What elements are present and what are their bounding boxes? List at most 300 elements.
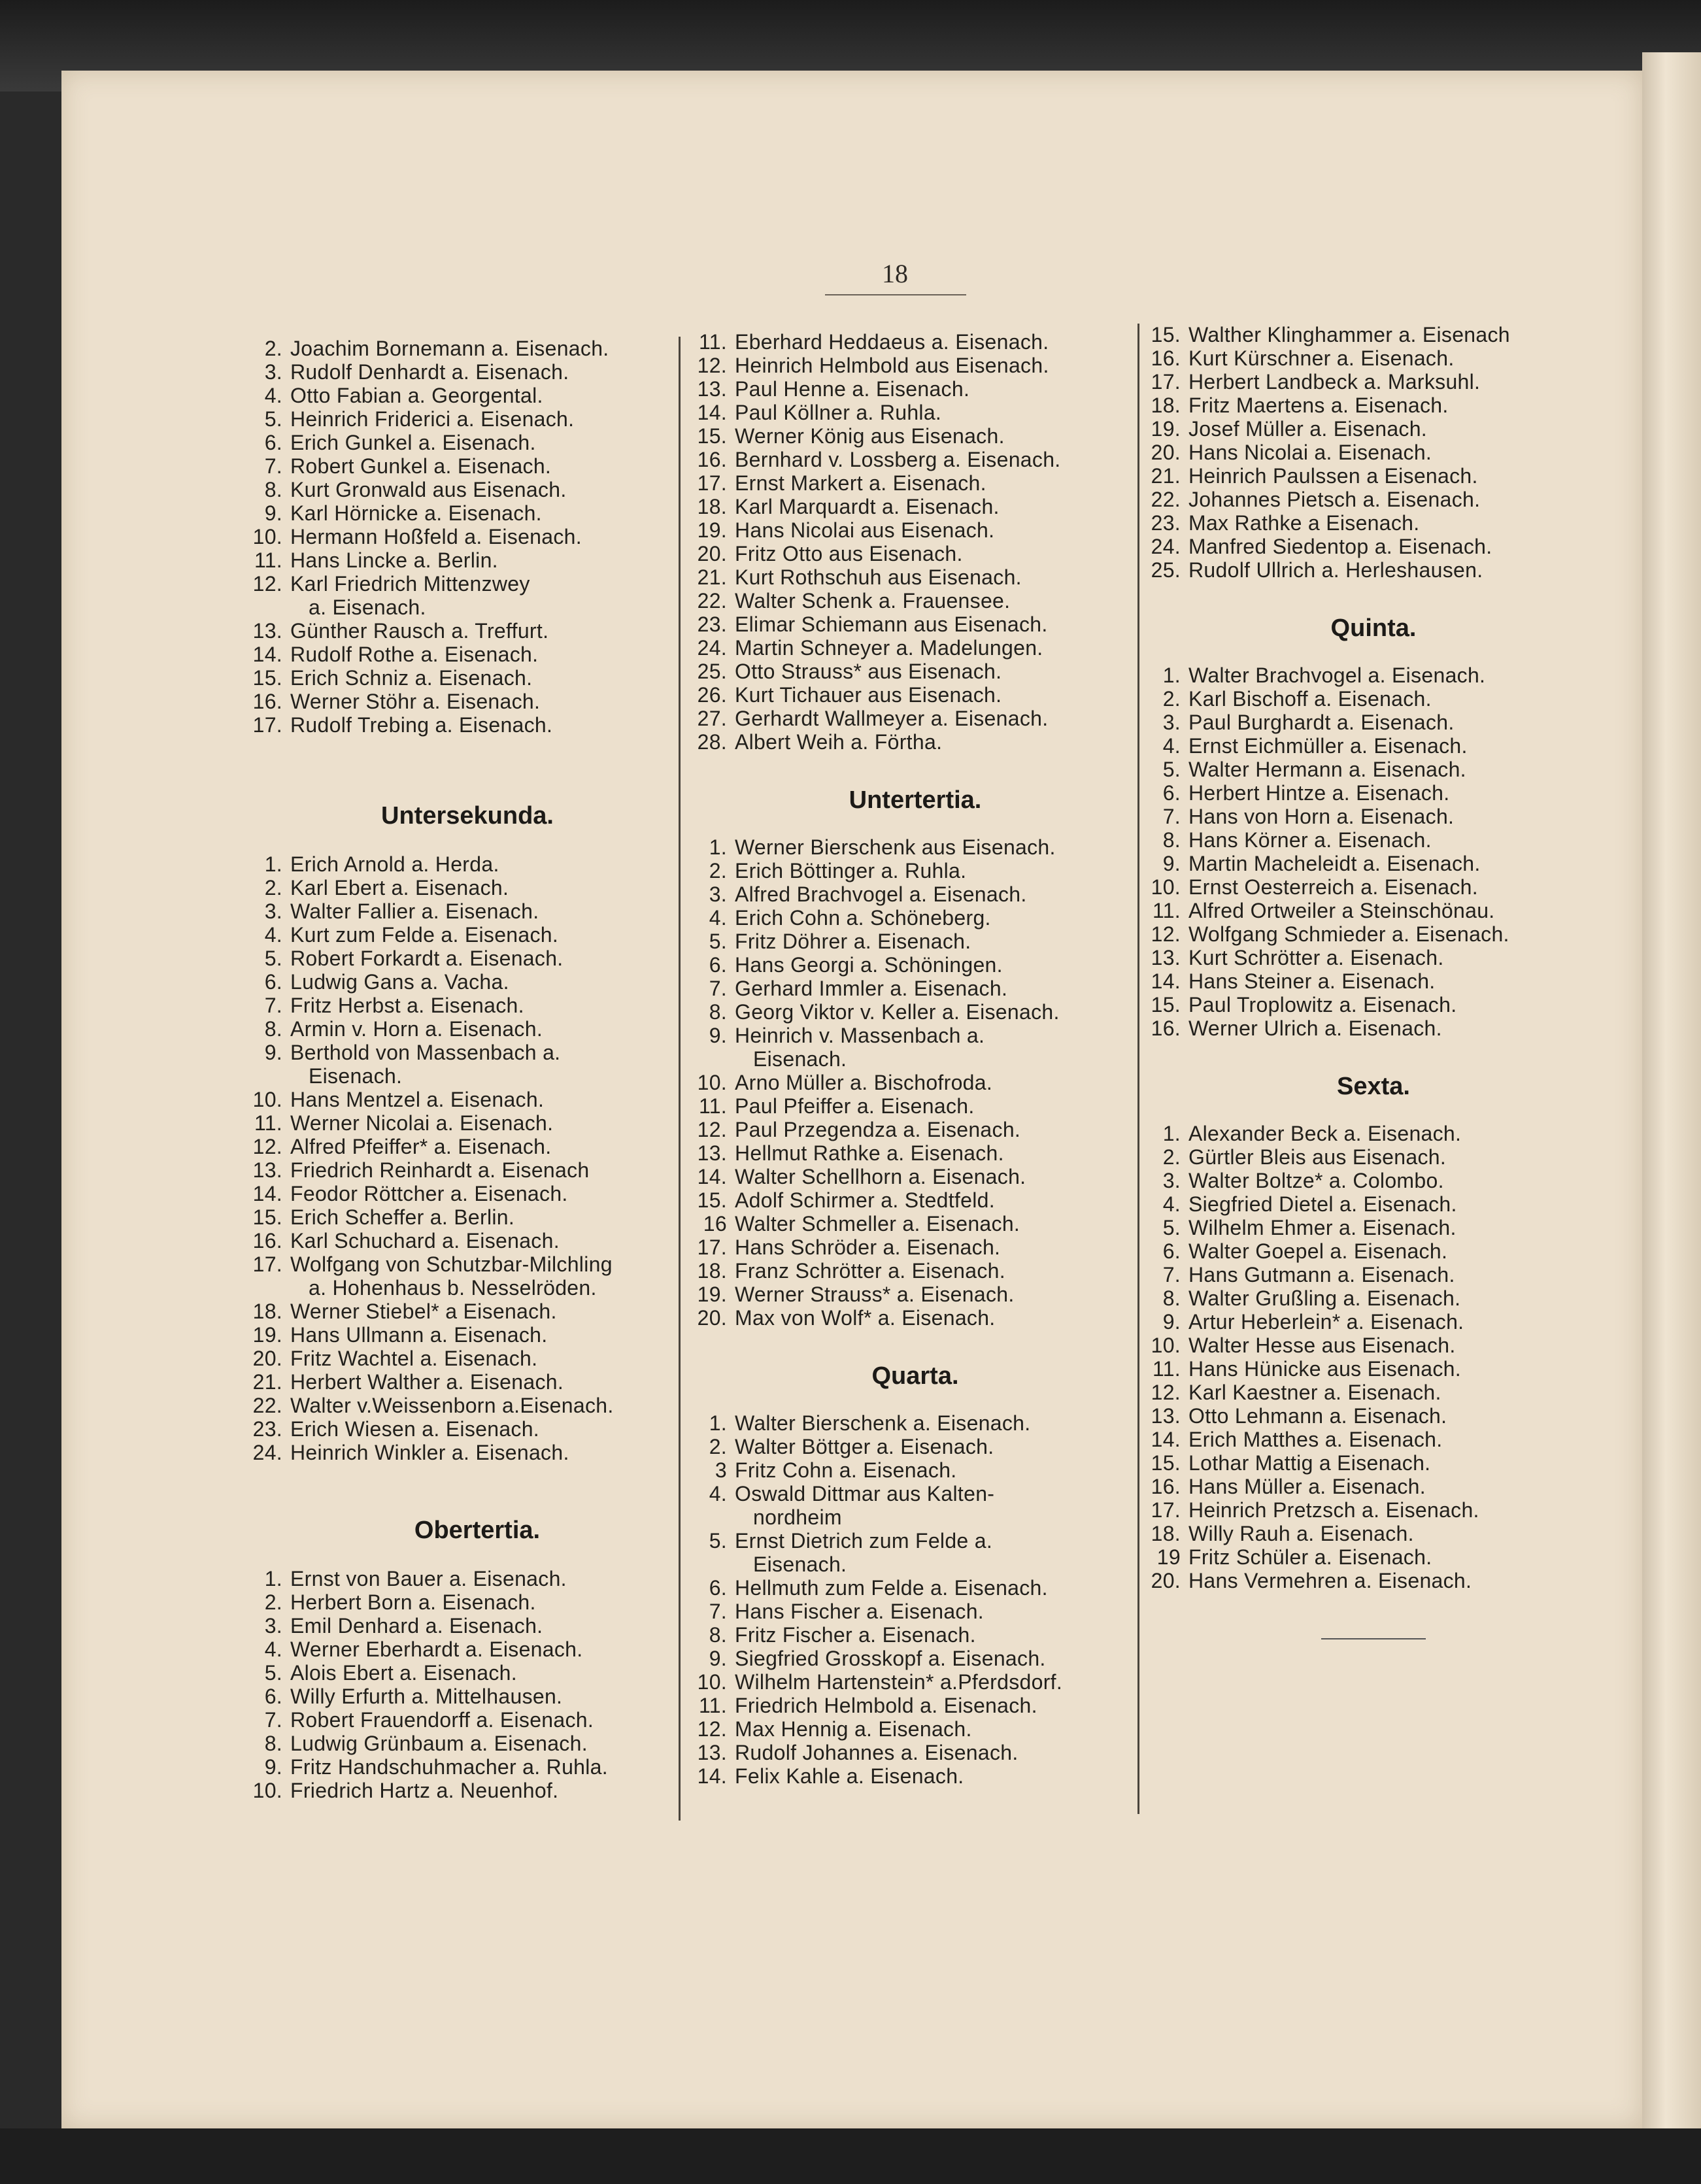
list-item xyxy=(693,1741,1137,1764)
item-number: 22. xyxy=(697,589,727,613)
heading-quinta: Quinta. xyxy=(1330,614,1417,642)
list-item xyxy=(242,643,673,666)
item-number: 16 xyxy=(703,1212,727,1235)
item-text: Kurt Schrötter a. Eisenach. xyxy=(1188,946,1444,969)
item-number: 14. xyxy=(252,1182,282,1205)
list-item xyxy=(242,548,673,572)
item-number: 11. xyxy=(698,1094,727,1118)
item-text: Albert Weih a. Förtha. xyxy=(735,730,943,754)
list-item xyxy=(242,1394,673,1417)
column-1 xyxy=(242,337,673,1802)
list-item xyxy=(1148,828,1599,852)
item-number: 5. xyxy=(1162,758,1181,781)
list-item xyxy=(242,1567,673,1590)
item-number: 7. xyxy=(709,977,727,1000)
item-number: 15. xyxy=(252,666,282,690)
item-number: 9. xyxy=(709,1647,727,1670)
list-item xyxy=(1148,1451,1599,1475)
list-item xyxy=(242,970,673,994)
list-item xyxy=(693,683,1137,707)
column-3 xyxy=(1148,323,1599,1639)
item-number: 11. xyxy=(698,330,727,354)
item-number: 3. xyxy=(1162,711,1181,734)
list-item xyxy=(1148,1122,1599,1145)
item-number: 7. xyxy=(1162,805,1181,828)
list-item xyxy=(242,852,673,876)
item-number: 28. xyxy=(697,730,727,754)
item-text: Fritz Cohn a. Eisenach. xyxy=(735,1458,957,1482)
item-text: Martin Macheleidt a. Eisenach. xyxy=(1188,852,1481,875)
item-text: Werner Ulrich a. Eisenach. xyxy=(1188,1016,1442,1040)
list-item xyxy=(1148,1016,1599,1040)
item-number: 7. xyxy=(264,994,282,1017)
item-number: 6. xyxy=(709,1576,727,1600)
item-text: Erich Gunkel a. Eisenach. xyxy=(290,431,536,454)
item-text: Rudolf Denhardt a. Eisenach. xyxy=(290,360,569,384)
item-text: Oswald Dittmar aus Kalten- xyxy=(735,1482,995,1505)
list-item xyxy=(1148,394,1599,417)
list-item xyxy=(693,835,1137,859)
item-number: 10. xyxy=(1151,1334,1181,1357)
item-number: 5. xyxy=(264,947,282,970)
list-item xyxy=(1148,1498,1599,1522)
item-text: Walter Brachvogel a. Eisenach. xyxy=(1188,664,1486,687)
item-text: Hans Lincke a. Berlin. xyxy=(290,548,498,572)
item-text: Hans von Horn a. Eisenach. xyxy=(1188,805,1455,828)
list-item xyxy=(1148,687,1599,711)
item-text: Ernst von Bauer a. Eisenach. xyxy=(290,1567,567,1590)
item-number: 5. xyxy=(1162,1216,1181,1239)
list-item xyxy=(693,1600,1137,1623)
list-item xyxy=(693,1259,1137,1283)
item-number: 17. xyxy=(252,713,282,737)
item-text: Herbert Walther a. Eisenach. xyxy=(290,1370,564,1394)
list-item xyxy=(242,1708,673,1732)
item-text: Hans Steiner a. Eisenach. xyxy=(1188,969,1436,993)
item-text: Elimar Schiemann aus Eisenach. xyxy=(735,613,1048,636)
list-item xyxy=(693,1283,1137,1306)
item-number: 14. xyxy=(1151,969,1181,993)
item-number: 9. xyxy=(264,1755,282,1779)
list-item xyxy=(1148,875,1599,899)
list-item xyxy=(693,542,1137,565)
item-text: Karl Kaestner a. Eisenach. xyxy=(1188,1381,1441,1404)
list-sexta xyxy=(1148,1122,1599,1592)
item-text: Hellmuth zum Felde a. Eisenach. xyxy=(735,1576,1048,1600)
list-item xyxy=(693,1141,1137,1165)
list-item xyxy=(1148,441,1599,464)
item-text: Wilhelm Hartenstein* a.Pferdsdorf. xyxy=(735,1670,1063,1694)
list-item xyxy=(1148,1334,1599,1357)
item-number: 6. xyxy=(1162,781,1181,805)
list-item xyxy=(693,424,1137,448)
item-text: Werner Stiebel* a Eisenach. xyxy=(290,1300,557,1323)
list-item xyxy=(693,1094,1137,1118)
list-item xyxy=(242,690,673,713)
item-number: 16. xyxy=(1151,346,1181,370)
list-item xyxy=(693,1411,1137,1435)
list-item xyxy=(242,1441,673,1464)
item-text: Günther Rausch a. Treffurt. xyxy=(290,619,549,643)
item-text: Felix Kahle a. Eisenach. xyxy=(735,1764,964,1788)
item-text: Erich Böttinger a. Ruhla. xyxy=(735,859,967,882)
item-text: Werner Nicolai a. Eisenach. xyxy=(290,1111,554,1135)
item-number: 6. xyxy=(264,970,282,994)
item-text: Emil Denhard a. Eisenach. xyxy=(290,1614,543,1638)
item-number: 7. xyxy=(264,454,282,478)
item-text: Heinrich Paulssen a Eisenach. xyxy=(1188,464,1478,488)
item-text: Hans Fischer a. Eisenach. xyxy=(735,1600,984,1623)
item-number: 3. xyxy=(264,360,282,384)
list-item xyxy=(693,882,1137,906)
list-item xyxy=(242,713,673,737)
item-text: Otto Strauss* aus Eisenach. xyxy=(735,660,1002,683)
item-number: 4. xyxy=(709,1482,727,1505)
list-item xyxy=(693,495,1137,518)
heading-obertertia: Obertertia. xyxy=(414,1517,541,1544)
item-text: a. Hohenhaus b. Nesselröden. xyxy=(309,1276,597,1300)
list-item xyxy=(1148,805,1599,828)
list-item xyxy=(693,471,1137,495)
item-number: 11. xyxy=(1152,1357,1181,1381)
list-item-continuation xyxy=(693,1505,1137,1529)
list-item xyxy=(1148,922,1599,946)
list-item xyxy=(693,613,1137,636)
item-number: 11. xyxy=(1152,899,1181,922)
item-number: 5. xyxy=(264,407,282,431)
item-text: Wilhelm Ehmer a. Eisenach. xyxy=(1188,1216,1457,1239)
item-text: Eisenach. xyxy=(309,1064,403,1088)
item-text: Eisenach. xyxy=(753,1047,847,1071)
item-number: 10. xyxy=(697,1670,727,1694)
list-item xyxy=(693,589,1137,613)
list-item xyxy=(242,666,673,690)
item-text: Fritz Döhrer a. Eisenach. xyxy=(735,930,971,953)
item-number: 19. xyxy=(1151,417,1181,441)
item-number: 16. xyxy=(252,690,282,713)
item-number: 2. xyxy=(264,876,282,899)
list-item xyxy=(1148,464,1599,488)
item-number: 13. xyxy=(252,1158,282,1182)
item-number: 16. xyxy=(1151,1475,1181,1498)
item-number: 22. xyxy=(252,1394,282,1417)
item-text: Josef Müller a. Eisenach. xyxy=(1188,417,1427,441)
item-text: nordheim xyxy=(753,1505,842,1529)
page-number-rule xyxy=(825,294,966,295)
item-text: Fritz Herbst a. Eisenach. xyxy=(290,994,524,1017)
item-number: 15. xyxy=(1151,993,1181,1016)
column-2 xyxy=(693,330,1137,1788)
item-text: Heinrich Winkler a. Eisenach. xyxy=(290,1441,569,1464)
item-text: Willy Erfurth a. Mittelhausen. xyxy=(290,1685,563,1708)
item-number: 10. xyxy=(697,1071,727,1094)
item-number: 26. xyxy=(697,683,727,707)
item-text: Wolfgang Schmieder a. Eisenach. xyxy=(1188,922,1509,946)
list-item xyxy=(693,1647,1137,1670)
list-item xyxy=(1148,323,1599,346)
item-number: 13. xyxy=(697,1141,727,1165)
item-text: Erich Scheffer a. Berlin. xyxy=(290,1205,515,1229)
item-number: 20. xyxy=(252,1347,282,1370)
list-item xyxy=(693,730,1137,754)
item-number: 15. xyxy=(697,1188,727,1212)
list-item xyxy=(242,572,673,596)
page-number: 18 xyxy=(882,259,908,288)
item-text: Lothar Mattig a Eisenach. xyxy=(1188,1451,1431,1475)
heading-untersekunda: Untersekunda. xyxy=(381,802,554,830)
item-number: 4. xyxy=(1162,1192,1181,1216)
list-item xyxy=(1148,535,1599,558)
item-text: Erich Matthes a. Eisenach. xyxy=(1188,1428,1443,1451)
item-number: 3. xyxy=(709,882,727,906)
list-item xyxy=(1148,1239,1599,1263)
list-continued-top xyxy=(242,337,673,737)
item-number: 4. xyxy=(1162,734,1181,758)
item-number: 10. xyxy=(252,525,282,548)
item-text: Ernst Eichmüller a. Eisenach. xyxy=(1188,734,1468,758)
list-item xyxy=(693,1694,1137,1717)
item-number: 17. xyxy=(697,1235,727,1259)
item-text: Armin v. Horn a. Eisenach. xyxy=(290,1017,543,1041)
item-text: Paul Troplowitz a. Eisenach. xyxy=(1188,993,1457,1016)
item-number: 24. xyxy=(1151,535,1181,558)
item-text: Kurt zum Felde a. Eisenach. xyxy=(290,923,559,947)
end-rule xyxy=(1321,1638,1426,1639)
item-number: 13. xyxy=(697,377,727,401)
item-number: 2. xyxy=(264,1590,282,1614)
item-number: 12. xyxy=(697,354,727,377)
list-item xyxy=(1148,1545,1599,1569)
item-text: Hellmut Rathke a. Eisenach. xyxy=(735,1141,1004,1165)
item-number: 27. xyxy=(697,707,727,730)
list-item xyxy=(693,859,1137,882)
item-text: Alexander Beck a. Eisenach. xyxy=(1188,1122,1462,1145)
item-number: 21. xyxy=(1151,464,1181,488)
list-item xyxy=(1148,1404,1599,1428)
list-item xyxy=(1148,1216,1599,1239)
item-text: Gerhardt Wallmeyer a. Eisenach. xyxy=(735,707,1049,730)
item-number: 18. xyxy=(1151,394,1181,417)
list-item xyxy=(693,1118,1137,1141)
item-text: Feodor Röttcher a. Eisenach. xyxy=(290,1182,568,1205)
item-number: 19. xyxy=(697,1283,727,1306)
list-untertertia xyxy=(693,835,1137,1330)
item-number: 12. xyxy=(1151,922,1181,946)
item-number: 7. xyxy=(1162,1263,1181,1286)
list-item xyxy=(1148,1475,1599,1498)
list-item xyxy=(1148,946,1599,969)
item-number: 17. xyxy=(1151,1498,1181,1522)
item-number: 5. xyxy=(264,1661,282,1685)
item-text: Rudolf Rothe a. Eisenach. xyxy=(290,643,539,666)
item-number: 15. xyxy=(1151,1451,1181,1475)
item-text: Otto Fabian a. Georgental. xyxy=(290,384,543,407)
item-text: Fritz Fischer a. Eisenach. xyxy=(735,1623,976,1647)
list-item xyxy=(1148,1145,1599,1169)
item-number: 21. xyxy=(252,1370,282,1394)
item-text: Ernst Markert a. Eisenach. xyxy=(735,471,986,495)
item-text: Johannes Pietsch a. Eisenach. xyxy=(1188,488,1481,511)
item-text: Ernst Dietrich zum Felde a. xyxy=(735,1529,993,1553)
item-text: Alfred Ortweiler a Steinschönau. xyxy=(1188,899,1495,922)
item-number: 14. xyxy=(697,1165,727,1188)
item-text: Walter Böttger a. Eisenach. xyxy=(735,1435,994,1458)
item-text: Alois Ebert a. Eisenach. xyxy=(290,1661,517,1685)
item-number: 12. xyxy=(252,572,282,596)
list-item xyxy=(242,1347,673,1370)
list-item-continuation xyxy=(242,1276,673,1300)
item-number: 12. xyxy=(697,1118,727,1141)
item-text: Manfred Siedentop a. Eisenach. xyxy=(1188,535,1492,558)
item-text: Fritz Handschuhmacher a. Ruhla. xyxy=(290,1755,608,1779)
item-text: Hans Mentzel a. Eisenach. xyxy=(290,1088,545,1111)
item-number: 18. xyxy=(252,1300,282,1323)
list-item xyxy=(242,1135,673,1158)
item-text: Robert Forkardt a. Eisenach. xyxy=(290,947,564,970)
item-number: 16. xyxy=(252,1229,282,1252)
item-text: Hans Georgi a. Schöningen. xyxy=(735,953,1003,977)
list-item xyxy=(693,448,1137,471)
list-item xyxy=(693,1306,1137,1330)
item-number: 4. xyxy=(264,923,282,947)
item-number: 13. xyxy=(252,619,282,643)
list-item xyxy=(242,1779,673,1802)
heading-untertertia: Untertertia. xyxy=(849,786,982,814)
item-number: 8. xyxy=(264,1732,282,1755)
item-text: Friedrich Helmbold a. Eisenach. xyxy=(735,1694,1037,1717)
item-number: 15. xyxy=(697,424,727,448)
item-number: 6. xyxy=(264,431,282,454)
item-number: 1. xyxy=(264,1567,282,1590)
item-text: Karl Ebert a. Eisenach. xyxy=(290,876,509,899)
item-text: Willy Rauh a. Eisenach. xyxy=(1188,1522,1414,1545)
list-item xyxy=(242,1417,673,1441)
item-text: Karl Hörnicke a. Eisenach. xyxy=(290,501,542,525)
item-number: 20. xyxy=(1151,1569,1181,1592)
item-text: Siegfried Dietel a. Eisenach. xyxy=(1188,1192,1457,1216)
list-item xyxy=(693,1024,1137,1047)
item-text: Hans Hünicke aus Eisenach. xyxy=(1188,1357,1461,1381)
list-item xyxy=(1148,852,1599,875)
item-text: Berthold von Massenbach a. xyxy=(290,1041,561,1064)
list-item xyxy=(693,906,1137,930)
item-text: Wolfgang von Schutzbar-Milchling xyxy=(290,1252,613,1276)
item-number: 23. xyxy=(1151,511,1181,535)
item-text: Karl Friedrich Mittenzwey xyxy=(290,572,530,596)
list-item xyxy=(693,1071,1137,1094)
item-text: Kurt Gronwald aus Eisenach. xyxy=(290,478,567,501)
list-item xyxy=(1148,969,1599,993)
list-item xyxy=(1148,417,1599,441)
list-item xyxy=(1148,1310,1599,1334)
item-number: 9. xyxy=(709,1024,727,1047)
item-text: Rudolf Ullrich a. Herleshausen. xyxy=(1188,558,1483,582)
item-number: 1. xyxy=(709,835,727,859)
list-item xyxy=(1148,1522,1599,1545)
item-number: 18. xyxy=(697,495,727,518)
item-number: 1. xyxy=(1162,1122,1181,1145)
list-item-continuation xyxy=(693,1553,1137,1576)
item-number: 5. xyxy=(709,1529,727,1553)
item-text: Kurt Tichauer aus Eisenach. xyxy=(735,683,1002,707)
item-text: Erich Arnold a. Herda. xyxy=(290,852,499,876)
item-number: 20. xyxy=(1151,441,1181,464)
list-item xyxy=(693,1458,1137,1482)
list-item xyxy=(1148,1569,1599,1592)
item-text: Hans Ullmann a. Eisenach. xyxy=(290,1323,548,1347)
item-text: Hans Nicolai aus Eisenach. xyxy=(735,518,995,542)
list-item xyxy=(1148,899,1599,922)
list-item xyxy=(693,1165,1137,1188)
item-number: 10. xyxy=(252,1779,282,1802)
item-text: Kurt Kürschner a. Eisenach. xyxy=(1188,346,1455,370)
column-divider-left xyxy=(679,337,681,1821)
item-text: Rudolf Johannes a. Eisenach. xyxy=(735,1741,1019,1764)
item-number: 19. xyxy=(697,518,727,542)
item-number: 20. xyxy=(697,542,727,565)
list-item xyxy=(242,947,673,970)
list-item xyxy=(693,565,1137,589)
item-number: 2. xyxy=(264,337,282,360)
item-number: 25. xyxy=(697,660,727,683)
item-text: Max von Wolf* a. Eisenach. xyxy=(735,1306,996,1330)
item-number: 12. xyxy=(1151,1381,1181,1404)
item-number: 9. xyxy=(264,501,282,525)
list-item xyxy=(1148,488,1599,511)
list-item xyxy=(693,1576,1137,1600)
item-number: 16. xyxy=(1151,1016,1181,1040)
list-item xyxy=(242,454,673,478)
item-text: Hans Nicolai a. Eisenach. xyxy=(1188,441,1432,464)
list-item xyxy=(242,431,673,454)
list-item xyxy=(242,478,673,501)
item-text: Herbert Landbeck a. Marksuhl. xyxy=(1188,370,1481,394)
item-text: Bernhard v. Lossberg a. Eisenach. xyxy=(735,448,1061,471)
item-text: Walter Schellhorn a. Eisenach. xyxy=(735,1165,1026,1188)
item-text: Siegfried Grosskopf a. Eisenach. xyxy=(735,1647,1046,1670)
list-item xyxy=(693,953,1137,977)
item-number: 22. xyxy=(1151,488,1181,511)
item-text: Ernst Oesterreich a. Eisenach. xyxy=(1188,875,1478,899)
item-number: 11. xyxy=(254,548,282,572)
item-text: Alfred Brachvogel a. Eisenach. xyxy=(735,882,1027,906)
list-item xyxy=(693,1235,1137,1259)
list-item xyxy=(242,1638,673,1661)
item-number: 18. xyxy=(697,1259,727,1283)
list-item xyxy=(693,1000,1137,1024)
list-item xyxy=(693,930,1137,953)
list-item xyxy=(693,518,1137,542)
item-number: 9. xyxy=(264,1041,282,1064)
item-number: 8. xyxy=(709,1623,727,1647)
item-text: Friedrich Hartz a. Neuenhof. xyxy=(290,1779,559,1802)
list-untersekunda xyxy=(242,852,673,1464)
facing-page-edge xyxy=(1642,52,1701,2184)
item-number: 12. xyxy=(697,1717,727,1741)
item-number: 11. xyxy=(698,1694,727,1717)
item-text: Heinrich Helmbold aus Eisenach. xyxy=(735,354,1049,377)
list-item xyxy=(242,1732,673,1755)
item-text: Paul Henne a. Eisenach. xyxy=(735,377,970,401)
item-number: 17. xyxy=(697,471,727,495)
list-item xyxy=(693,354,1137,377)
list-item xyxy=(693,660,1137,683)
item-text: Erich Schniz a. Eisenach. xyxy=(290,666,533,690)
list-item-continuation xyxy=(242,596,673,619)
list-item xyxy=(1148,1428,1599,1451)
item-number: 4. xyxy=(709,906,727,930)
list-item xyxy=(242,1755,673,1779)
